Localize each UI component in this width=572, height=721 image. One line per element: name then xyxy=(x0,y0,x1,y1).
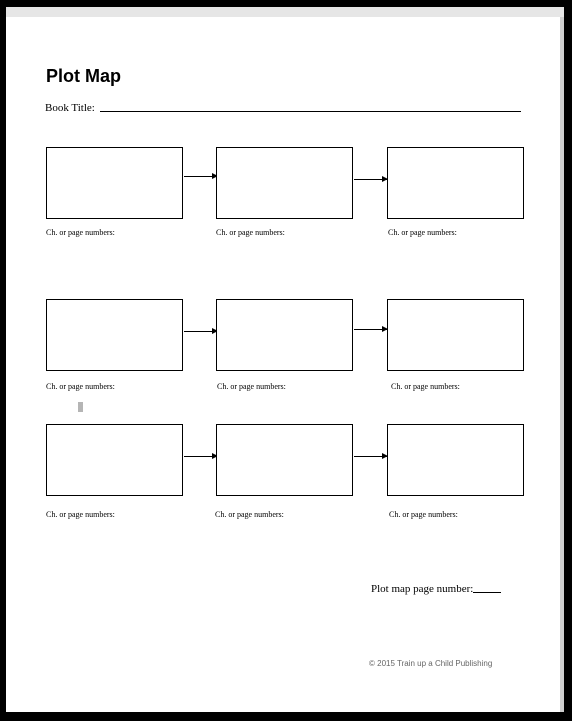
text-cursor-mark xyxy=(78,402,83,412)
ch-page-label: Ch. or page numbers: xyxy=(391,382,460,391)
worksheet-page xyxy=(6,7,564,712)
ch-page-label: Ch. or page numbers: xyxy=(217,382,286,391)
plot-box-8 xyxy=(216,424,353,496)
plot-box-5 xyxy=(216,299,353,371)
ch-page-label: Ch. or page numbers: xyxy=(46,228,115,237)
plot-map-page-number-label: Plot map page number: xyxy=(371,583,474,595)
plot-box-2 xyxy=(216,147,353,219)
plot-box-6 xyxy=(387,299,524,371)
ch-page-label: Ch. or page numbers: xyxy=(46,510,115,519)
plot-box-1 xyxy=(46,147,183,219)
arrow-3 xyxy=(184,331,217,332)
plot-box-4 xyxy=(46,299,183,371)
page-shadow xyxy=(560,17,564,712)
plot-map-page-number-line xyxy=(473,592,501,593)
plot-box-3 xyxy=(387,147,524,219)
arrow-4 xyxy=(354,329,387,330)
arrow-1 xyxy=(184,176,217,177)
book-title-line xyxy=(100,111,521,112)
ch-page-label: Ch. or page numbers: xyxy=(388,228,457,237)
arrow-6 xyxy=(354,456,387,457)
page-top-strip xyxy=(6,7,564,17)
page-title: Plot Map xyxy=(46,66,121,86)
book-title-label: Book Title: xyxy=(45,102,95,114)
arrow-2 xyxy=(354,179,387,180)
arrow-5 xyxy=(184,456,217,457)
plot-box-7 xyxy=(46,424,183,496)
copyright-notice: © 2015 Train up a Child Publishing xyxy=(369,659,493,668)
ch-page-label: Ch. or page numbers: xyxy=(215,510,284,519)
plot-box-9 xyxy=(387,424,524,496)
ch-page-label: Ch. or page numbers: xyxy=(46,382,115,391)
ch-page-label: Ch. or page numbers: xyxy=(389,510,458,519)
ch-page-label: Ch. or page numbers: xyxy=(216,228,285,237)
